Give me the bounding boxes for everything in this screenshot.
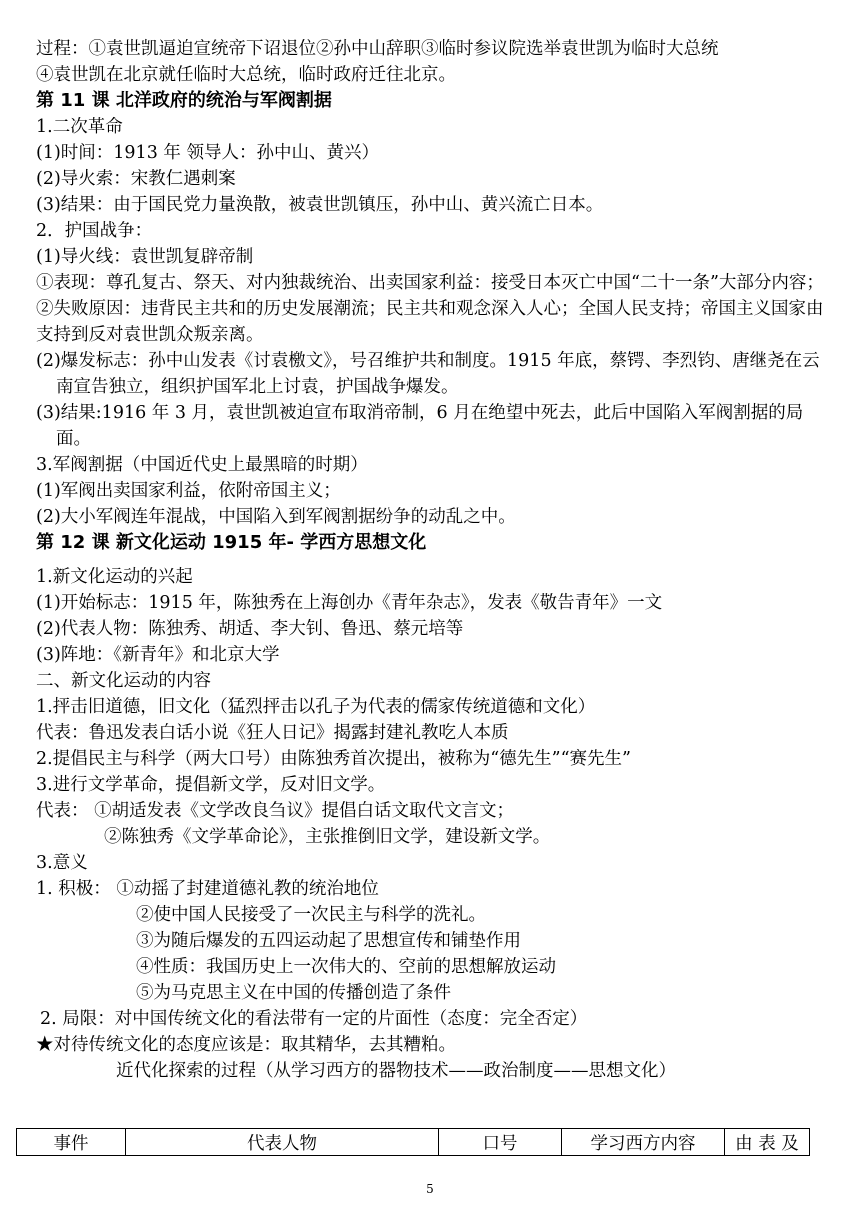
text-line: (1)导火线：袁世凯复辟帝制 (36, 247, 254, 267)
lesson-11-title: 第 11 课 北洋政府的统治与军阀割据 (36, 90, 332, 111)
text-line: 2.提倡民主与科学（两大口号）由陈独秀首次提出，被称为“德先生”“赛先生” (36, 749, 631, 769)
text-line: (1)开始标志：1915 年，陈独秀在上海创办《青年杂志》，发表《敬告青年》一文 (36, 593, 663, 613)
paragraph-jieguo: (3)结果:1916 年 3 月，袁世凯被迫宣布取消帝制，6 月在绝望中死去，此后中国陷入军阀割据的局面。 (36, 403, 804, 449)
paragraph-baofa: (2)爆发标志：孙中山发表《讨袁檄文》，号召维护共和制度。1915 年底，蔡锷、李烈钧、唐继尧在云南宣告独立，组织护国军北上讨袁，护国战争爆发。 (36, 351, 820, 397)
text-line: 二、新文化运动的内容 (36, 671, 211, 691)
process-line: 近代化探索的过程（从学习西方的器物技术——政治制度——思想文化） (116, 1061, 676, 1081)
yiyi-heading: 3.意义 (36, 853, 88, 873)
text-line: 3.进行文学革命，提倡新文学，反对旧文学。 (36, 775, 386, 795)
text-line: 3.军阀割据（中国近代史上最黑暗的时期） (36, 455, 368, 475)
text-line: (1)军阀出卖国家利益，依附帝国主义； (36, 481, 341, 501)
lesson-12-title: 第 12 课 新文化运动 1915 年- 学西方思想文化 (36, 532, 427, 553)
text-line: (3)结果：由于国民党力量涣散，被袁世凯镇压，孙中山、黄兴流亡日本。 (36, 195, 604, 215)
text-line: (3)阵地：《新青年》和北京大学 (36, 645, 280, 665)
jiji-line: ②使中国人民接受了一次民主与科学的洗礼。 (136, 905, 486, 925)
table-header-cell: 学习西方内容 (562, 1129, 725, 1156)
jiji-line-1: 1. 积极： ①动摇了封建道德礼教的统治地位 (36, 879, 379, 899)
text-line: 1.抨击旧道德，旧文化（猛烈抨击以孔子为代表的儒家传统道德和文化） (36, 697, 596, 717)
jiji-line: ⑤为马克思主义在中国的传播创造了条件 (136, 983, 451, 1003)
intro-line-1: 过程：①袁世凯逼迫宣统帝下诏退位②孙中山辞职③临时参议院选举袁世凯为临时大总统 (36, 39, 719, 59)
star-line: ★对待传统文化的态度应该是：取其精华，去其糟粕。 (36, 1035, 456, 1055)
page-number: 5 (426, 1182, 434, 1196)
comparison-table (16, 1128, 810, 1156)
jiji-line: ④性质：我国历史上一次伟大的、空前的思想解放运动 (136, 957, 556, 977)
table-header-cell: 口号 (439, 1129, 562, 1156)
table-header-cell: 由 表 及 (725, 1129, 810, 1156)
table-header-cell: 代表人物 (126, 1129, 439, 1156)
text-line: (1)时间：1913 年 领导人：孙中山、黄兴） (36, 143, 379, 163)
paragraph-shibai: ②失败原因：违背民主共和的历史发展潮流；民主共和观念深入人心；全国人民支持；帝国主义国家由支持到反对袁世凯众叛亲离。 (36, 299, 824, 345)
document-body (36, 36, 826, 1084)
daibiao-line-2: ②陈独秀《文学革命论》，主张推倒旧文学，建设新文学。 (104, 827, 551, 847)
table-header-cell: 事件 (17, 1129, 126, 1156)
text-line: 1.新文化运动的兴起 (36, 567, 193, 587)
text-line: 代表：鲁迅发表白话小说《狂人日记》揭露封建礼教吃人本质 (36, 723, 509, 743)
table-header-row (17, 1129, 810, 1156)
daibiao-line-1: 代表： ①胡适发表《文学改良刍议》提倡白话文取代文言文； (36, 801, 515, 821)
text-line: (2)导火索：宋教仁遇刺案 (36, 169, 236, 189)
text-line: (2)大小军阀连年混战，中国陷入到军阀割据纷争的动乱之中。 (36, 507, 516, 527)
jiji-line: ③为随后爆发的五四运动起了思想宣传和铺垫作用 (136, 931, 521, 951)
juxian-line: 2. 局限：对中国传统文化的看法带有一定的片面性（态度：完全否定） (40, 1009, 588, 1029)
intro-line-2: ④袁世凯在北京就任临时大总统，临时政府迁往北京。 (36, 65, 456, 85)
text-line: 1.二次革命 (36, 117, 123, 137)
paragraph-biaoxian: ①表现：尊孔复古、祭天、对内独裁统治、出卖国家利益：接受日本灭亡中国“二十一条”大部分内容； (36, 273, 824, 293)
text-line: (2)代表人物：陈独秀、胡适、李大钊、鲁迅、蔡元培等 (36, 619, 464, 639)
text-line: 2．护国战争： (36, 221, 153, 241)
